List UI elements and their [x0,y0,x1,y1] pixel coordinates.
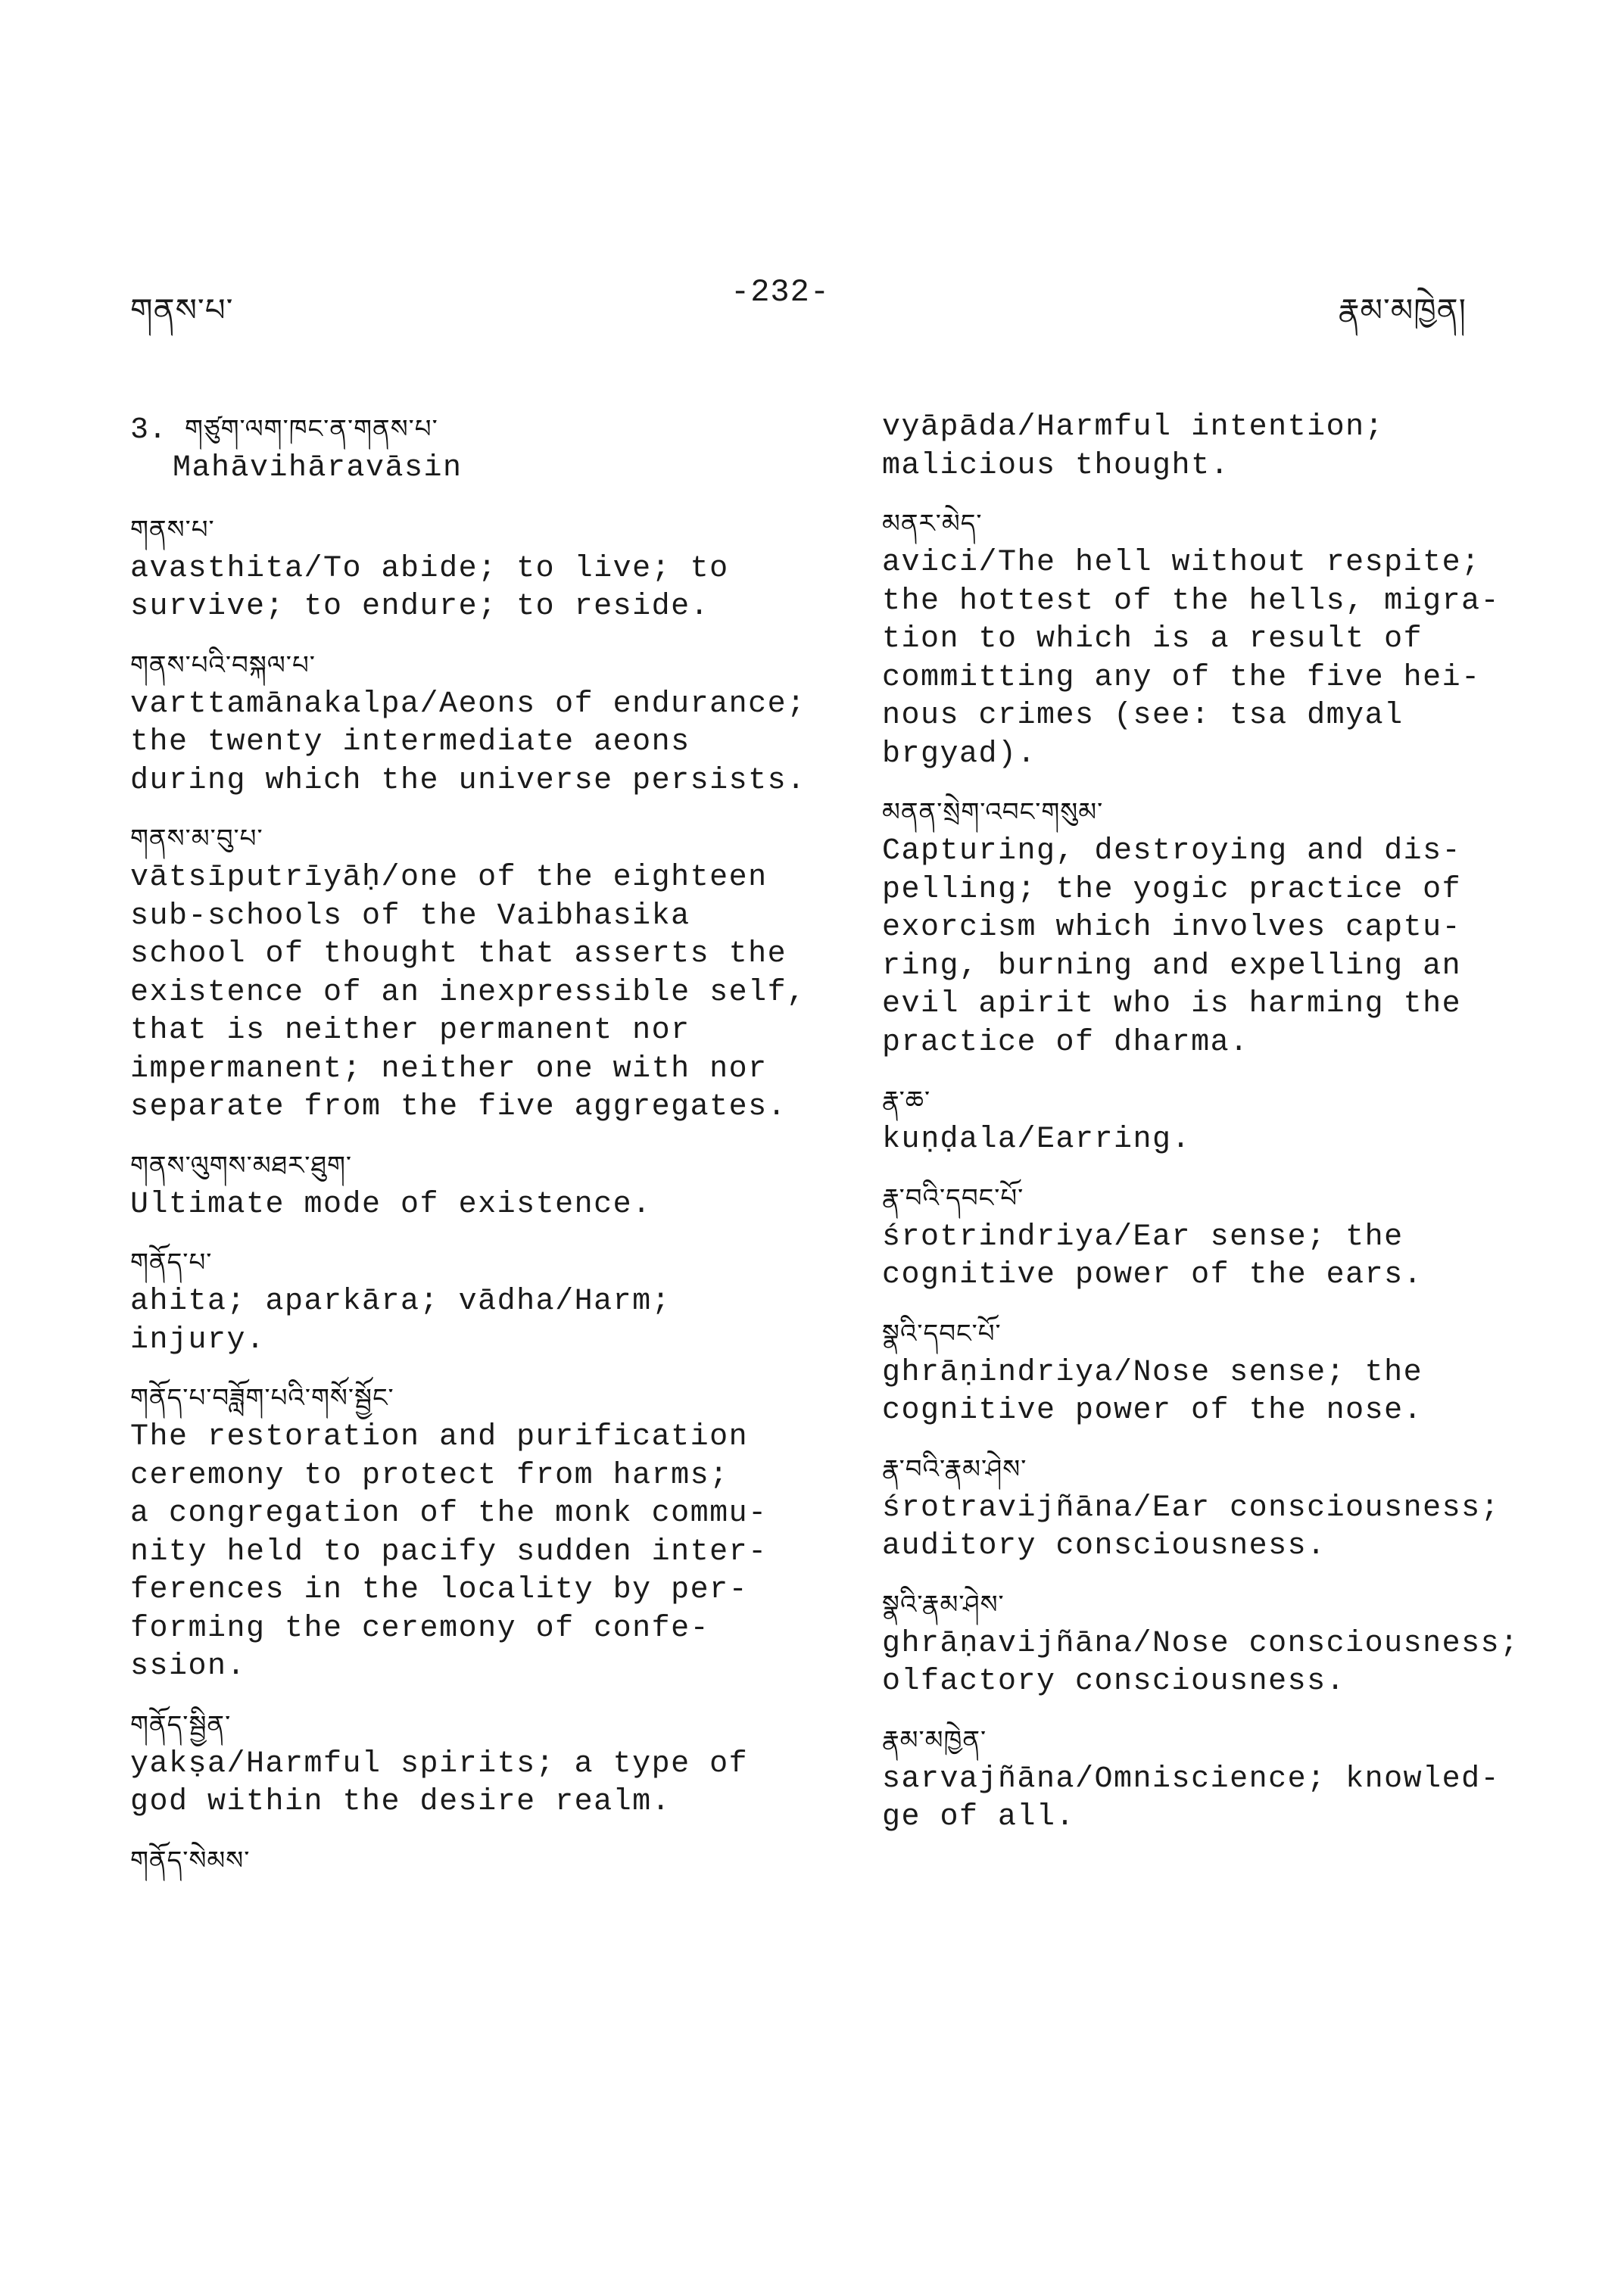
dictionary-entry [130,1840,827,1881]
dictionary-entry [882,1584,1533,1702]
entry-definition: vātsīputrīyāḥ/one of the eighteen sub-schools of the Vaibhasika school of thought that asserts the existence of an inexpressible self, that is neither permanent nor impermanent; neither one with nor separate from the five aggregates. [130,861,806,1124]
dictionary-entry [882,1178,1533,1295]
entry-headword-tibetan: རྣ་བའི་རྣམ་ཤེས་ [882,1453,1027,1485]
entry-headword-tibetan: རྣ་ཆ་ [882,1086,931,1116]
entry-headword-tibetan: གནོད་པ་བཟློག་པའི་གསོ་སྦྱོང་ [130,1383,394,1413]
right-column [882,409,1533,1855]
dictionary-entry [882,503,1533,774]
entry-headword-tibetan: རྣམ་མཁྱེན་ [882,1724,987,1756]
entry-definition: ghrāṇindriya/Nose sense; the cognitive power of the nose. [882,1355,1423,1428]
dictionary-entry [882,409,1533,485]
entry-headword-tibetan: གནས་ལུགས་མཐར་ཐུག་ [130,1150,353,1181]
entry-definition: yakṣa/Harmful spirits; a type of god within the desire realm. [130,1746,749,1819]
entry-headword-tibetan: སྣའི་དབང་པོ་ [882,1318,1002,1349]
dictionary-entry [130,509,827,627]
running-head-left: གནས་པ་ [130,291,234,329]
dictionary-entry [130,1705,827,1822]
entry-definition: The restoration and purification ceremony to protect from harms; a congregation of the monk commu- nity held to pacify sudden inter- ferences in the locality by per- forming the ceremony of confe- ssion. [130,1420,768,1684]
dictionary-entry [130,1378,827,1687]
dictionary-entry [882,1449,1533,1566]
section-heading [130,409,827,488]
entry-headword-tibetan: གནོད་སྦྱིན་ [130,1709,232,1740]
entry-headword-tibetan: སྣའི་རྣམ་ཤེས་ [882,1589,1005,1620]
dictionary-entry [130,818,827,1127]
entry-definition: ahita; aparkāra; vādha/Harm; injury. [130,1285,672,1357]
entry-headword-tibetan: རྣ་བའི་དབང་པོ་ [882,1182,1024,1213]
entry-definition: sarvajñāna/Omniscience; knowled- ge of all. [882,1762,1501,1834]
page-number: -232- [731,274,831,310]
dictionary-entry [882,1313,1533,1431]
entry-definition: avici/The hell without respite; the hottest of the hells, migra- tion to which is a result of committing any of the five hei- nous crimes (see: tsa dmyal brgyad). [882,546,1501,771]
entry-definition: śrotravijñāna/Ear consciousness; auditory consciousness. [882,1491,1501,1563]
entry-definition: Ultimate mode of existence. [130,1187,652,1222]
entry-definition: vyāpāda/Harmful intention; malicious thought. [882,410,1385,483]
dictionary-entry [130,1242,827,1360]
entry-definition: avasthita/To abide; to live; to survive; to endure; to reside. [130,551,729,624]
entry-headword-tibetan: གནས་མ་བུ་པ་ [130,824,263,854]
entry-definition: śrotrindriya/Ear sense; the cognitive power of the ears. [882,1220,1423,1292]
entry-definition: kuṇḍala/Earring. [882,1123,1192,1157]
entry-headword-tibetan: མནན་སྲེག་འབང་གསུམ་ [882,797,1104,827]
dictionary-entry [882,1080,1533,1160]
dictionary-entry [882,1720,1533,1837]
section-title: Mahāvihāravāsin [173,451,463,485]
entry-headword-tibetan: གནོད་སེམས་ [130,1845,251,1876]
dictionary-entry [130,1145,827,1225]
entry-definition: ghrāṇavijñāna/Nose consciousness; olfactory consciousness. [882,1626,1520,1699]
entry-headword-tibetan: གནས་པའི་བསྐལ་པ་ [130,650,316,681]
entry-headword-tibetan: གནོད་པ་ [130,1248,213,1278]
dictionary-entry [130,645,827,801]
dictionary-entry [882,792,1533,1062]
entry-definition: varttamānakalpa/Aeons of endurance; the twenty intermediate aeons during which the universe persists. [130,687,806,798]
entry-headword-tibetan: མནར་མེད་ [882,509,983,539]
section-tibetan: གཙུག་ལག་ཁང་ན་གནས་པ་ [185,414,438,444]
entry-definition: Capturing, destroying and dis- pelling; the yogic practice of exorcism which involves captu- ring, burning and expelling an evil apirit who is harming the practice of dharma. [882,834,1462,1060]
left-column [130,409,827,1899]
section-number: 3. [130,413,167,447]
entry-headword-tibetan: གནས་པ་ [130,514,215,545]
running-head-right: རྣམ་མཁྱེན། [1338,291,1467,329]
